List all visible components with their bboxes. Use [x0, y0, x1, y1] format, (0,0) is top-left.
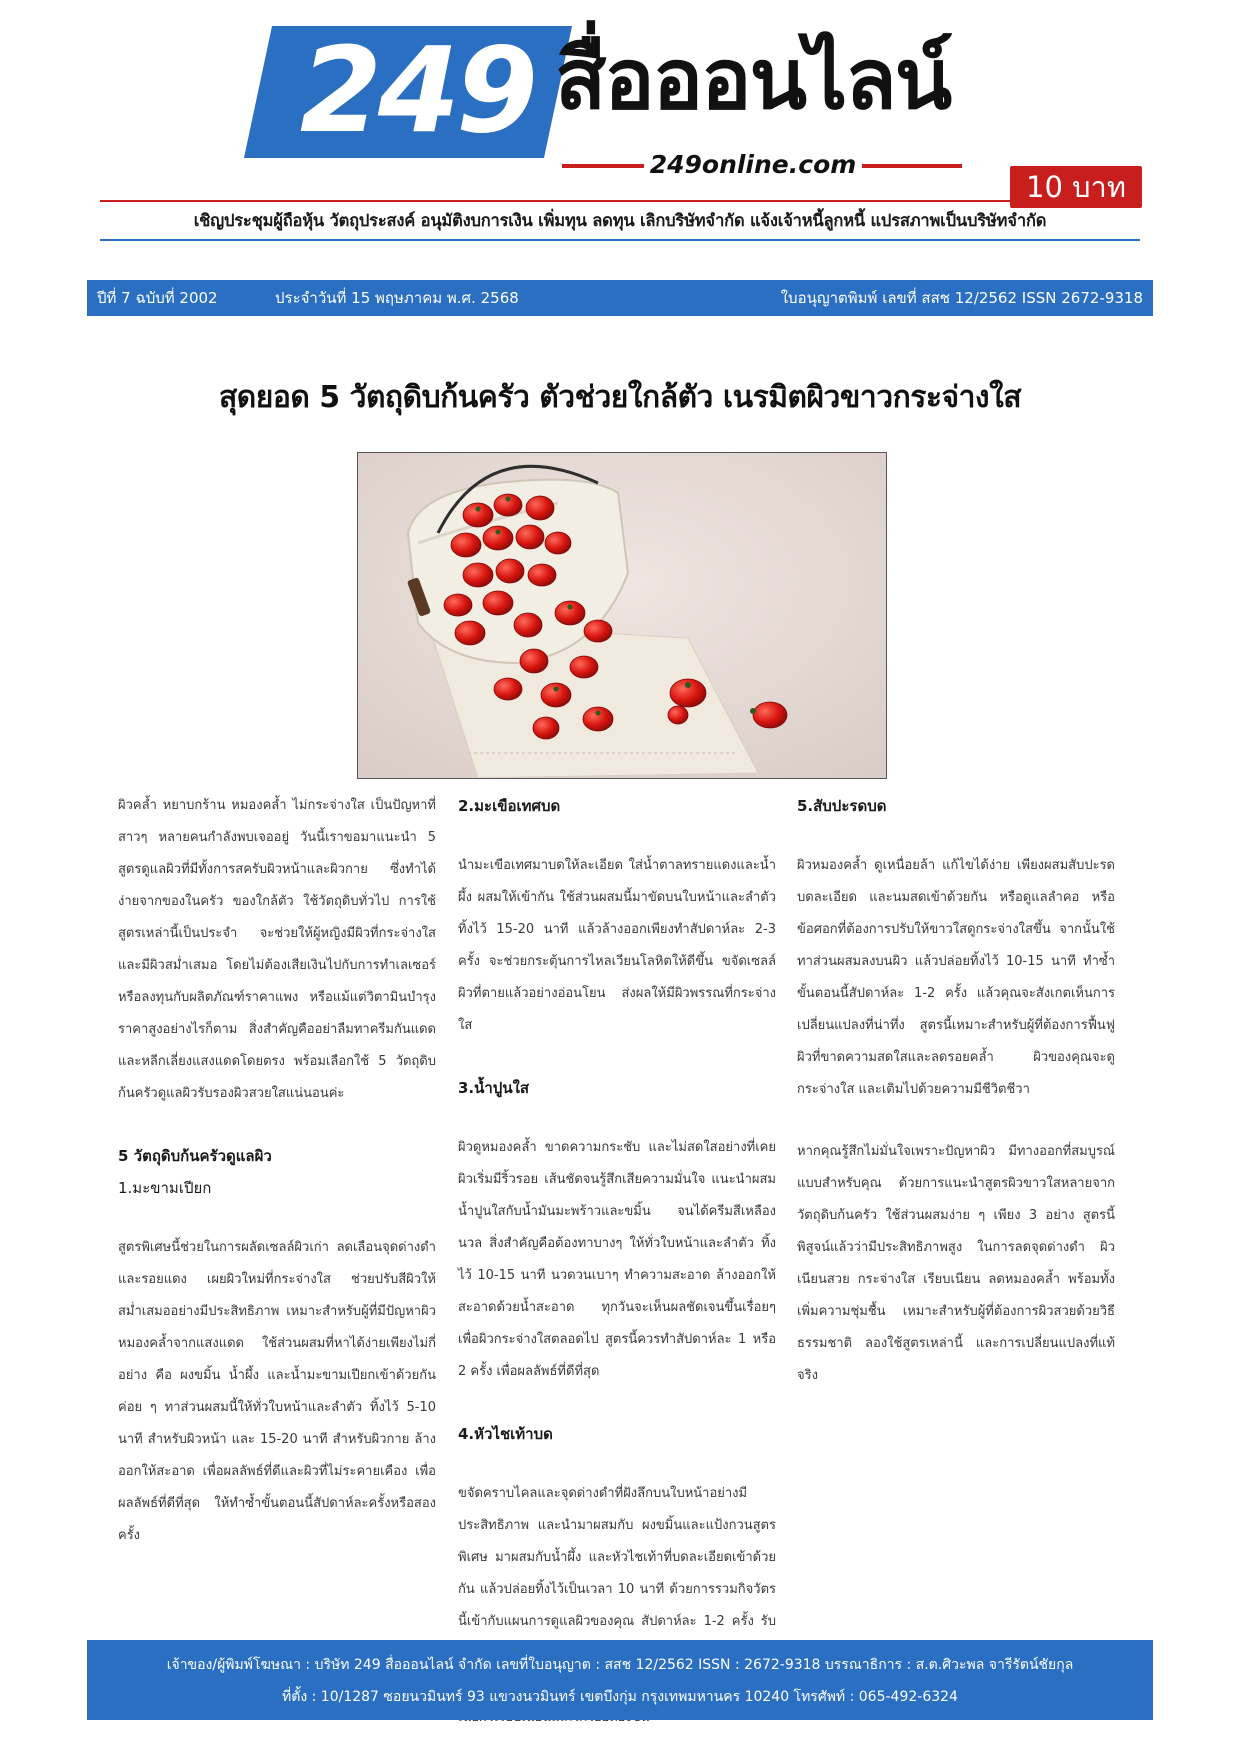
- masthead-divider-red: [100, 200, 1010, 202]
- section-title-3: 3.น้ำปูนใส: [458, 1079, 530, 1097]
- section-body-1: สูตรพิเศษนี้ช่วยในการผลัดเซลล์ผิวเก่า ลดเลือนจุดด่างดำและรอยแดง เผยผิวใหม่ที่กระจ่างใส ช่วยปรับสีผิวให้สม่ำเสมออย่างมีประสิทธิภาพ เหมาะสำหรับผู้ที่มีปัญหาผิวหมองคล้ำจากแสงแดด ใช้ส่วนผสมที่หาได้ง่ายเพียงไม่กี่อย่าง คือ ผงขมิ้น น้ำผึ้ง และน้ำมะขามเปียกเข้าด้วยกัน ค่อย ๆ ทาส่วนผสมนี้ให้ทั่วใบหน้าและลำตัว ทิ้งไว้ 5-10 นาที สำหรับผิวหน้า และ 15-20 นาที สำหรับผิวกาย ล้างออกให้สะอาด เพื่อผลลัพธ์ที่ดีและผิวที่ไม่ระคายเคือง เพื่อผลลัพธ์ที่ดีที่สุด ให้ทำซ้ำขั้นตอนนี้สัปดาห์ละครั้งหรือสองครั้ง: [118, 1240, 436, 1543]
- article-column-3: [797, 790, 1115, 1422]
- tomatoes-in-basket-illustration: [358, 453, 886, 778]
- services-tagline: เชิญประชุมผู้ถือหุ้น วัตถุประสงค์ อนุมัติงบการเงิน เพิ่มทุน ลดทุน เลิกบริษัทจำกัด แจ้งเจ้าหนี้ลูกหนี้ แปรสภาพเป็นบริษัทจำกัด: [193, 211, 1047, 230]
- section-body-4: ขจัดคราบไคลและจุดด่างดำที่ฝังลึกบนใบหน้าอย่างมีประสิทธิภาพ และนำมาผสมกับ ผงขมิ้นและแป้งกวนสูตรพิเศษ มาผสมกับน้ำผึ้ง และหัวไชเท้าที่บดละเอียดเข้าด้วยกัน แล้วปล่อยทิ้งไว้เป็นเวลา 10 นาที ด้วยการรวมกิจวัตรนี้เข้ากับแผนการดูแลผิวของคุณ สัปดาห์ละ 1-2 ครั้ง รับ: [458, 1486, 776, 1629]
- masthead-divider-blue: [100, 239, 1140, 241]
- section-body-5: ผิวหมองคล้ำ ดูเหนื่อยล้า แก้ไขได้ง่าย เพียงผสมสับปะรดบดละเอียด และนมสดเข้าด้วยกัน หรือดูแลลำคอ หรือข้อศอกที่ต้องการปรับให้ขาวใสดูกระจ่างใสขึ้น จากนั้นใช้ทาส่วนผสมลงบนผิว แล้วปล่อยทิ้งไว้ 10-15 นาที ทำซ้ำขั้นตอนนี้สัปดาห์ละ 1-2 ครั้ง แล้วคุณจะสังเกตเห็นการเปลี่ยนแปลงที่น่าทึ่ง สูตรนี้เหมาะสำหรับผู้ที่ต้องการฟื้นฟูผิวที่ขาดความสดใสและลดรอยคล้ำ ผิวของคุณจะดูกระจ่างใส และเติมไปด้วยความมีชีวิตชีวา: [797, 858, 1115, 1097]
- article-column-2: [458, 790, 776, 1764]
- section-body-3: ผิวดูหมองคล้ำ ขาดความกระชับ และไม่สดใสอย่างที่เคย ผิวเริ่มมีริ้วรอย เส้นชัดจนรู้สึกเสียความมั่นใจ แนะนำผสมน้ำปูนใสกับน้ำมันมะพร้าวและขมิ้น จนได้ครีมสีเหลืองนวล สิ่งสำคัญคือต้องทาบางๆ ให้ทั่วใบหน้าและลำตัว ทิ้งไว้ 10-15 นาที นวดวนเบาๆ ทำความสะอาด ล้างออกให้สะอาดด้วยน้ำสะอาด ทุกวันจะเห็นผลชัดเจนขึ้นเรื่อยๆ เพื่อผิวกระจ่างใสตลอดไป สูตรนี้ควรทำสัปดาห์ละ 1 หรือ 2 ครั้ง เพื่อผลลัพธ์ที่ดีที่สุด: [458, 1140, 776, 1379]
- footer-address: ที่ตั้ง : 10/1287 ซอยนวมินทร์ 93 แขวงนวมินทร์ เขตบึงกุ่ม กรุงเทพมหานคร 10240 โทรศัพท์ : 065-492-6324: [282, 1689, 958, 1705]
- footer-publisher-info: เจ้าของ/ผู้พิมพ์โฆษณา : บริษัท 249 สื่อออนไลน์ จำกัด เลขที่ใบอนุญาต : สสช 12/2562 ISSN : 2672-9318 บรรณาธิการ : ส.ต.ศิวะพล จารีรัตน์ชัยกุล: [166, 1657, 1074, 1673]
- logo-rule-right: [862, 164, 962, 168]
- logo-wordmark: สื่อออนไลน์: [555, 30, 951, 128]
- section-body-2: นำมะเขือเทศมาบดให้ละเอียด ใส่น้ำตาลทรายแดงและน้ำผึ้ง ผสมให้เข้ากัน ใช้ส่วนผสมนี้มาขัดบนใบหน้าและลำตัว ทิ้งไว้ 15-20 นาที แล้วล้างออกเพียงทำสัปดาห์ละ 2-3 ครั้ง จะช่วยกระตุ้นการไหลเวียนโลหิตให้ดีขึ้น ขจัดเซลล์ผิวที่ตายแล้วอย่างอ่อนโยน ส่งผลให้มีผิวพรรณที่กระจ่างใส: [458, 858, 776, 1033]
- list-heading: 5 วัตถุดิบก้นครัวดูแลผิว: [118, 1147, 272, 1165]
- article-column-1: [118, 790, 436, 1582]
- article-closing: หากคุณรู้สึกไม่มั่นใจเพราะปัญหาผิว มีทางออกที่สมบูรณ์แบบสำหรับคุณ ด้วยการแนะนำสูตรผิวขาวใสหลายจากวัตถุดิบก้นครัว ใช้ส่วนผสมง่าย ๆ เพียง 3 อย่าง สูตรนี้พิสูจน์แล้วว่ามีประสิทธิภาพสูง ในการลดจุดด่างดำ ผิวเนียนสวย กระจ่างใส เรียบเนียน ลดหมองคล้ำ พร้อมทั้งเพิ่มความชุ่มชื้น เหมาะสำหรับผู้ที่ต้องการผิวสวยด้วยวิธีธรรมชาติ ลองใช้สูตรเหล่านี้ และการเปลี่ยนแปลงที่แท้จริง: [797, 1144, 1115, 1383]
- print-license: ใบอนุญาตพิมพ์ เลขที่ สสช 12/2562 ISSN 2672-9318: [780, 289, 1143, 307]
- logo-rule-left: [562, 164, 644, 168]
- website-url: 249online.com: [649, 150, 857, 179]
- article-intro: ผิวคล้ำ หยาบกร้าน หมองคล้ำ ไม่กระจ่างใส เป็นปัญหาที่สาวๆ หลายคนกำลังพบเจออยู่ วันนี้เราขอมาแนะนำ 5 สูตรดูแลผิวที่มีทั้งการสครับผิวหน้าและผิวกาย ซึ่งทำได้ง่ายจากของในครัว ของใกล้ตัว ใช้วัตถุดิบทั่วไป การใช้สูตรเหล่านี้เป็นประจำ จะช่วยให้ผู้หญิงมีผิวที่กระจ่างใสและมีผิวสม่ำเสมอ โดยไม่ต้องเสียเงินไปกับการทำเลเซอร์ หรือลงทุนกับผลิตภัณฑ์ราคาแพง หรือแม้แต่วิตามินบำรุงราคาสูงอย่างไรก็ตาม สิ่งสำคัญคืออย่าลืมทาครีมกันแดด และหลีกเลี่ยงแสงแดดโดยตรง พร้อมเลือกใช้ 5 วัตถุดิบก้นครัวดูแลผิวรับรองผิวสวยใสแน่นอนค่ะ: [118, 798, 436, 1101]
- issue-bar: [87, 280, 1153, 316]
- logo-number: 249: [299, 21, 535, 159]
- price-badge: 10 บาท: [1010, 166, 1142, 208]
- section-title-5: 5.สับปะรดบด: [797, 797, 887, 815]
- article-headline: สุดยอด 5 วัตถุดิบก้นครัว ตัวช่วยใกล้ตัว เนรมิตผิวขาวกระจ่างใส: [218, 380, 1022, 415]
- section-title-4: 4.หัวไชเท้าบด: [458, 1425, 553, 1443]
- publisher-footer: [87, 1640, 1153, 1720]
- section-title-2: 2.มะเขือเทศบด: [458, 797, 561, 815]
- section-title-1: 1.มะขามเปียก: [118, 1179, 212, 1197]
- issue-date: ประจำวันที่ 15 พฤษภาคม พ.ศ. 2568: [275, 289, 519, 307]
- article-photo: [357, 452, 887, 779]
- issue-number: ปีที่ 7 ฉบับที่ 2002: [97, 289, 218, 307]
